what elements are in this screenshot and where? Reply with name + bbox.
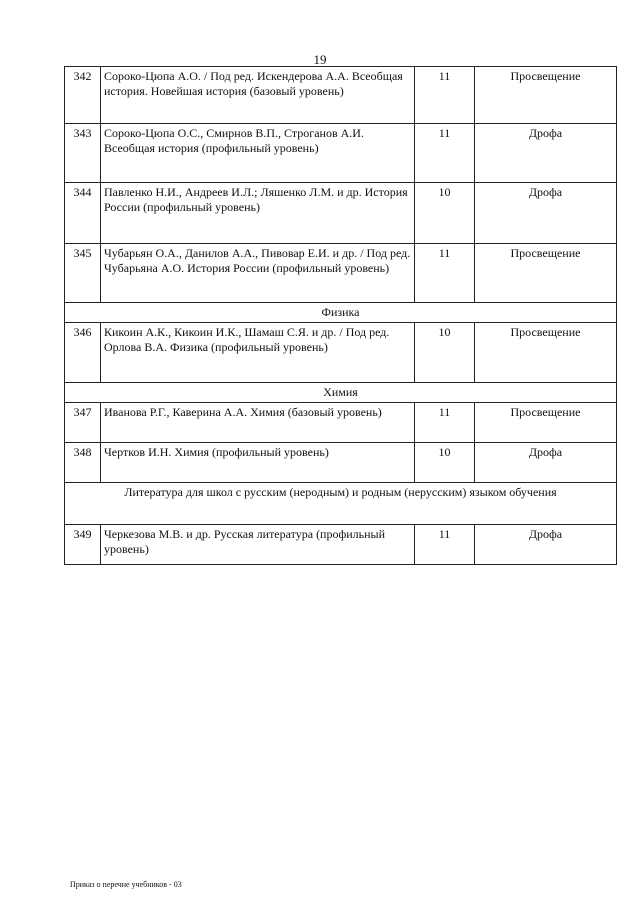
grade: 11 [415, 244, 475, 303]
book-title: Чертков И.Н. Химия (профильный уровень) [101, 443, 415, 483]
table-row [65, 124, 617, 183]
grade: 11 [415, 124, 475, 183]
publisher: Просвещение [475, 403, 617, 443]
grade: 11 [415, 403, 475, 443]
publisher: Дрофа [475, 443, 617, 483]
textbook-table [64, 66, 617, 565]
table-row [65, 183, 617, 244]
publisher: Дрофа [475, 525, 617, 565]
book-title: Кикоин А.К., Кикоин И.К., Шамаш С.Я. и др. / Под ред. Орлова В.А. Физика (профильный уровень) [101, 323, 415, 383]
section-title: Литература для школ с русским (неродным) и родным (нерусским) языком обучения [65, 483, 617, 525]
table-row [65, 403, 617, 443]
publisher: Просвещение [475, 323, 617, 383]
publisher: Просвещение [475, 244, 617, 303]
book-title: Сороко-Цюпа О.С., Смирнов В.П., Строганов А.И. Всеобщая история (профильный уровень) [101, 124, 415, 183]
publisher: Дрофа [475, 124, 617, 183]
section-title: Химия [65, 383, 617, 403]
grade: 11 [415, 525, 475, 565]
grade: 10 [415, 183, 475, 244]
page-footer: Приказ о перечне учебников - 03 [70, 880, 182, 889]
table-row [65, 244, 617, 303]
section-row [65, 483, 617, 525]
table-row [65, 67, 617, 124]
row-number: 346 [65, 323, 101, 383]
row-number: 347 [65, 403, 101, 443]
grade: 10 [415, 323, 475, 383]
section-title: Физика [65, 303, 617, 323]
section-row [65, 303, 617, 323]
row-number: 343 [65, 124, 101, 183]
publisher: Дрофа [475, 183, 617, 244]
table-row [65, 525, 617, 565]
book-title: Чубарьян О.А., Данилов А.А., Пивовар Е.И. и др. / Под ред. Чубарьяна А.О. История России (профильный уровень) [101, 244, 415, 303]
row-number: 344 [65, 183, 101, 244]
book-title: Павленко Н.И., Андреев И.Л.; Ляшенко Л.М. и др. История России (профильный уровень) [101, 183, 415, 244]
book-title: Сороко-Цюпа А.О. / Под ред. Искендерова А.А. Всеобщая история. Новейшая история (базовый уровень) [101, 67, 415, 124]
table-row [65, 323, 617, 383]
grade: 11 [415, 67, 475, 124]
row-number: 349 [65, 525, 101, 565]
page-number: 19 [313, 52, 327, 67]
book-title: Иванова Р.Г., Каверина А.А. Химия (базовый уровень) [101, 403, 415, 443]
grade: 10 [415, 443, 475, 483]
book-title: Черкезова М.В. и др. Русская литература (профильный уровень) [101, 525, 415, 565]
row-number: 345 [65, 244, 101, 303]
row-number: 342 [65, 67, 101, 124]
row-number: 348 [65, 443, 101, 483]
section-row [65, 383, 617, 403]
table-row [65, 443, 617, 483]
publisher: Просвещение [475, 67, 617, 124]
